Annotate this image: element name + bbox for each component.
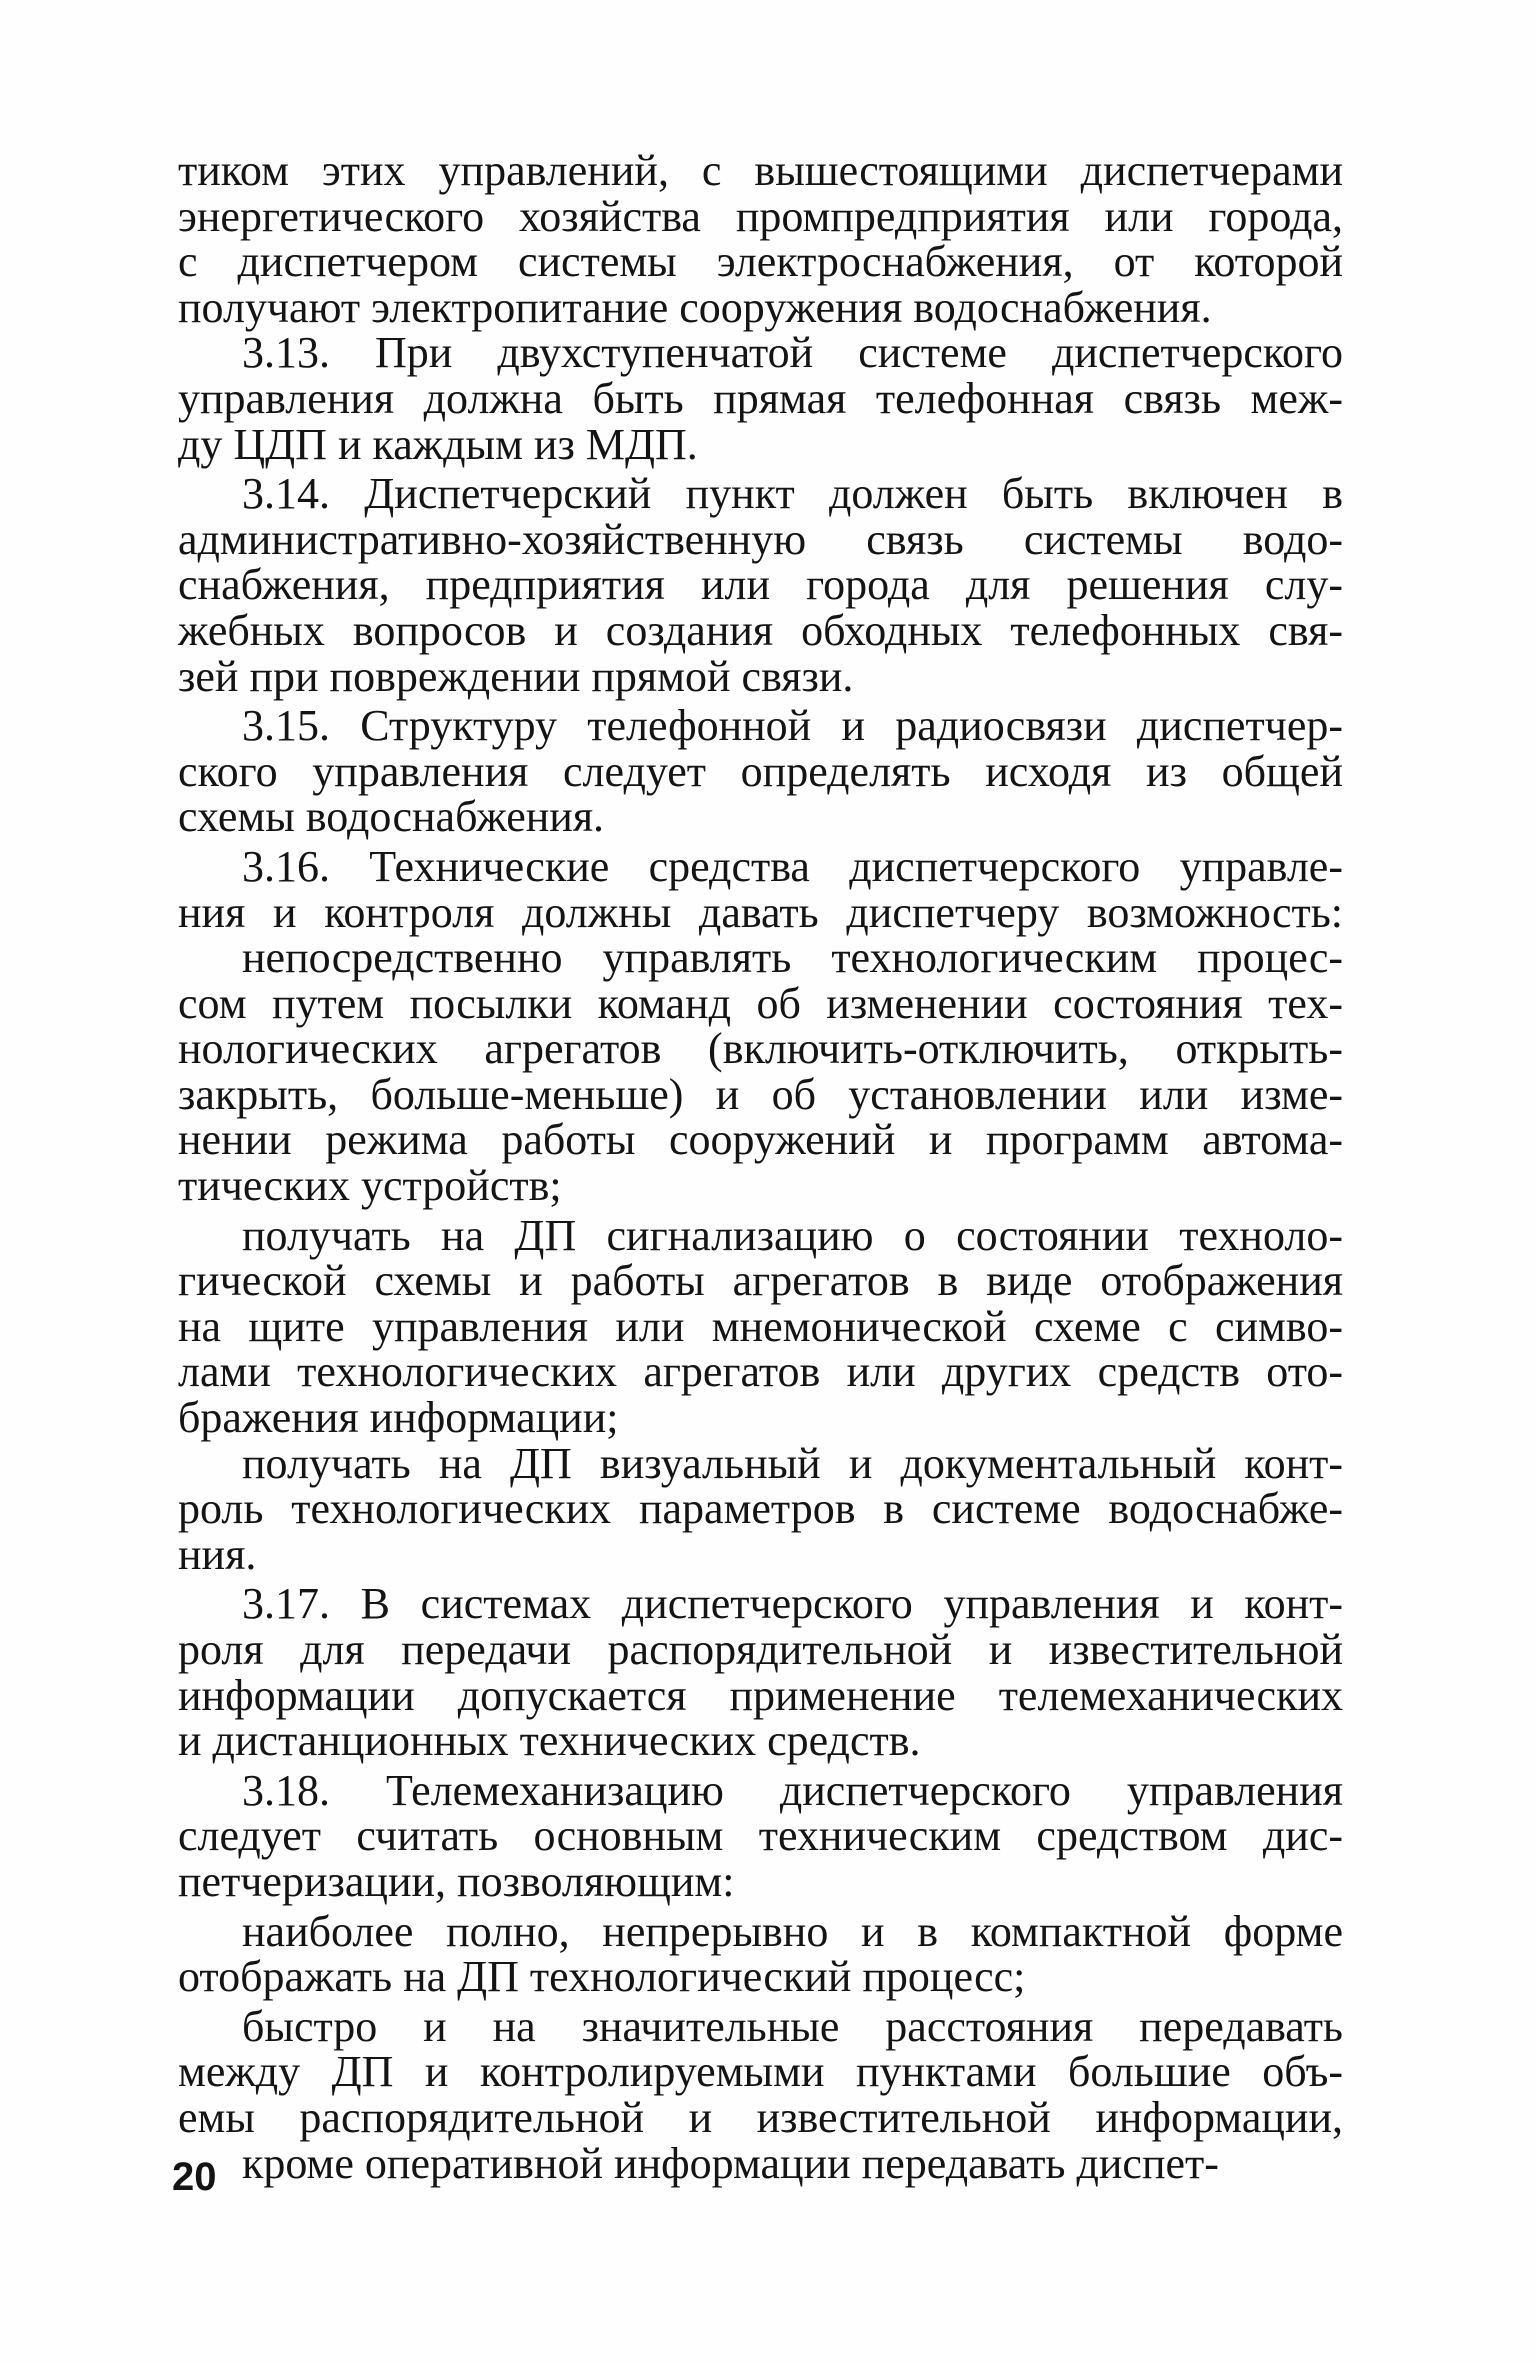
- text-line: бражения информации;: [178, 1393, 619, 1443]
- list-item-line: наиболее полно, непрерывно и в компактной форме: [242, 1906, 1343, 1956]
- text-line: управления должна быть прямая телефонная связь меж-: [178, 373, 1343, 423]
- section-3-18-heading-line: 3.18. Телемеханизацию диспетчерского управления: [242, 1765, 1343, 1815]
- text-line: роля для передачи распорядительной и известительной: [178, 1625, 1343, 1674]
- text-line: и дистанционных технических средств.: [178, 1716, 921, 1766]
- text-line: ского управления следует определять исходя из общей: [178, 746, 1343, 796]
- text-line: отображать на ДП технологический процесс;: [178, 1952, 1026, 2002]
- text-line: получают электропитание сооружения водоснабжения.: [178, 282, 1212, 332]
- text-line: между ДП и контролируемыми пунктами большие объ-: [178, 2047, 1343, 2097]
- text-line: гической схемы и работы агрегатов в виде отображения: [178, 1256, 1343, 1306]
- text-line: емы распорядительной и известительной информации,: [178, 2092, 1343, 2142]
- text-line: петчеризации, позволяющим:: [178, 1856, 735, 1906]
- list-item-line: получать на ДП сигнализацию о состоянии техноло-: [242, 1210, 1343, 1260]
- text-line: схемы водоснабжения.: [178, 792, 605, 842]
- list-item-line: кроме оперативной информации передавать диспет-: [242, 2138, 1219, 2188]
- section-3-13-heading-line: 3.13. При двухступенчатой системе диспетчерского: [242, 328, 1343, 378]
- text-line: тиком этих управлений, с вышестоящими диспетчерами: [178, 146, 1343, 195]
- section-3-17-heading-line: 3.17. В системах диспетчерского управления и конт-: [242, 1579, 1343, 1629]
- section-3-15-heading-line: 3.15. Структуру телефонной и радиосвязи диспетчер-: [242, 701, 1343, 751]
- text-line: энергетического хозяйства промпредприятия или города,: [178, 191, 1343, 241]
- list-item-line: быстро и на значительные расстояния передавать: [242, 2001, 1343, 2051]
- body-text: [178, 148, 1343, 2186]
- text-line: снабжения, предприятия или города для решения слу-: [178, 560, 1343, 610]
- text-line: следует считать основным техническим средством дис-: [178, 1811, 1343, 1861]
- text-line: тических устройств;: [178, 1161, 562, 1211]
- section-3-16-heading-line: 3.16. Технические средства диспетчерского управле-: [242, 841, 1343, 891]
- text-line: ния и контроля должны давать диспетчеру возможность:: [178, 887, 1343, 937]
- text-line: зей при повреждении прямой связи.: [178, 651, 854, 701]
- page-number: 20: [172, 2155, 217, 2199]
- text-line: сом путем посылки команд об изменении состояния тех-: [178, 978, 1343, 1028]
- list-item-line: непосредственно управлять технологическим процес-: [242, 933, 1343, 983]
- text-line: роль технологических параметров в системе водоснабже-: [178, 1484, 1343, 1534]
- text-line: с диспетчером системы электроснабжения, от которой: [178, 237, 1343, 287]
- text-line: нении режима работы сооружений и программ автома-: [178, 1115, 1343, 1165]
- text-line: жебных вопросов и создания обходных телефонных свя-: [178, 605, 1343, 655]
- text-line: нологических агрегатов (включить-отключить, открыть-: [178, 1024, 1343, 1074]
- text-line: административно-хозяйственную связь системы водо-: [178, 514, 1343, 564]
- text-line: лами технологических агрегатов или других средств ото-: [178, 1347, 1343, 1397]
- text-line: на щите управления или мнемонической схеме с симво-: [178, 1301, 1343, 1351]
- list-item-line: получать на ДП визуальный и документальный конт-: [242, 1438, 1343, 1488]
- text-line: ния.: [178, 1529, 257, 1579]
- text-line: информации допускается применение телемеханических: [178, 1670, 1343, 1720]
- section-3-14-heading-line: 3.14. Диспетчерский пункт должен быть включен в: [242, 469, 1343, 519]
- text-line: ду ЦДП и каждым из МДП.: [178, 419, 698, 469]
- text-line: закрыть, больше-меньше) и об установлении или изме-: [178, 1069, 1343, 1119]
